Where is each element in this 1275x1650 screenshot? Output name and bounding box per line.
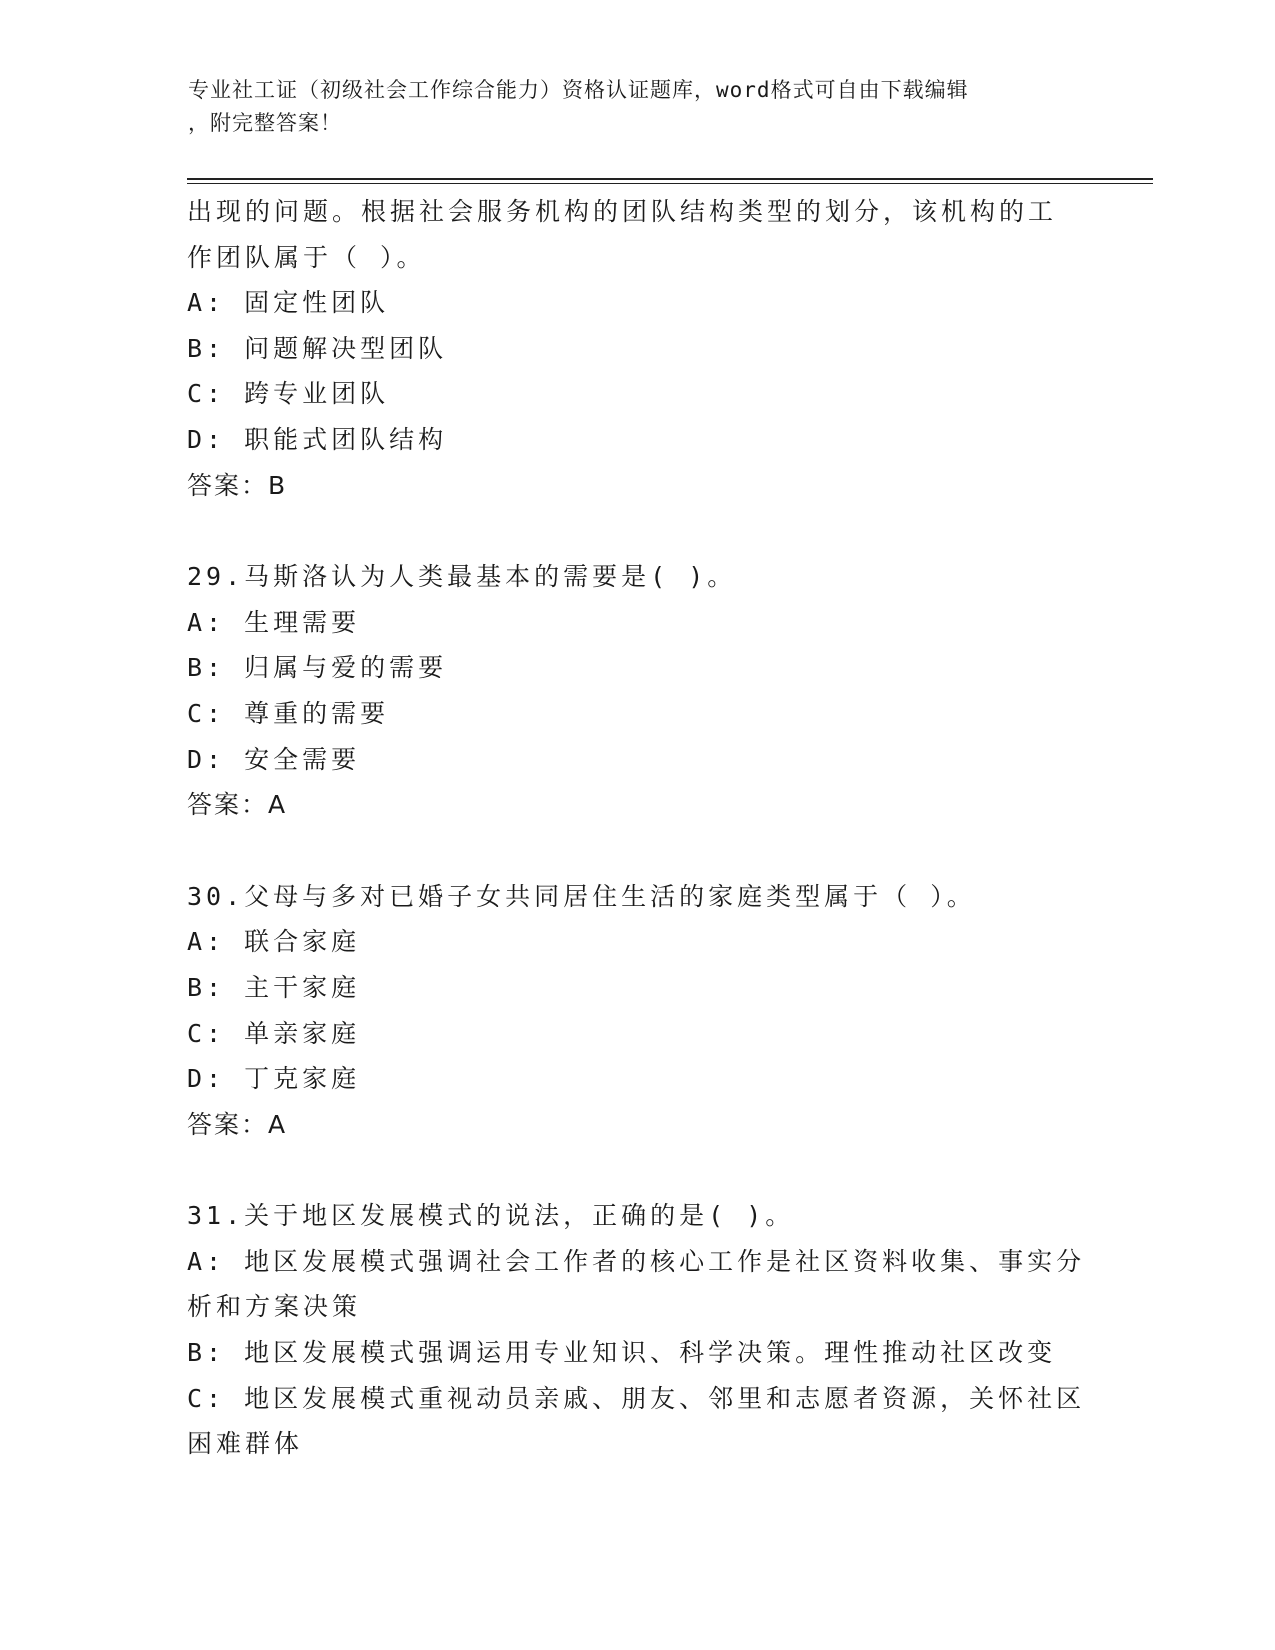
question-stem-line: 作团队属于（ ）。	[187, 242, 426, 272]
question-stem: 29.马斯洛认为人类最基本的需要是( )。	[187, 562, 737, 592]
option-a: A: 联合家庭	[187, 927, 361, 957]
question-31	[187, 1193, 1087, 1467]
question-spacer	[187, 1147, 1087, 1193]
option-a: A: 地区发展模式强调社会工作者的核心工作是社区资料收集、事实分	[187, 1246, 1086, 1276]
header-line-2: ，附完整答案！	[188, 111, 342, 135]
option-c: C: 尊重的需要	[187, 698, 390, 728]
answer-label: 答案：B	[187, 470, 288, 500]
question-stem: 30.父母与多对已婚子女共同居住生活的家庭类型属于（ ）。	[187, 881, 976, 911]
option-b: B: 归属与爱的需要	[187, 653, 448, 683]
option-c: C: 跨专业团队	[187, 379, 390, 409]
option-d: D: 安全需要	[187, 744, 361, 774]
option-b: B: 问题解决型团队	[187, 333, 448, 363]
option-c-continued: 困难群体	[187, 1429, 304, 1459]
option-d: D: 职能式团队结构	[187, 424, 448, 454]
page-header	[188, 74, 1068, 140]
header-line-1: 专业社工证（初级社会工作综合能力）资格认证题库，word格式可自由下载编辑	[188, 78, 969, 102]
option-c: C: 单亲家庭	[187, 1018, 361, 1048]
answer-label: 答案：A	[187, 790, 288, 820]
question-content	[187, 189, 1087, 1467]
option-c: C: 地区发展模式重视动员亲戚、朋友、邻里和志愿者资源，关怀社区	[187, 1383, 1086, 1413]
question-continued	[187, 189, 1087, 508]
question-spacer	[187, 828, 1087, 874]
option-d: D: 丁克家庭	[187, 1064, 361, 1094]
option-a: A: 固定性团队	[187, 288, 390, 318]
option-b: B: 地区发展模式强调运用专业知识、科学决策。理性推动社区改变	[187, 1338, 1057, 1368]
question-stem: 31.关于地区发展模式的说法，正确的是( )。	[187, 1201, 795, 1231]
question-29	[187, 554, 1087, 828]
header-rule-thin	[187, 183, 1153, 184]
question-stem-line: 出现的问题。根据社会服务机构的团队结构类型的划分，该机构的工	[187, 197, 1058, 226]
question-spacer	[187, 508, 1087, 554]
answer-label: 答案：A	[187, 1109, 288, 1139]
option-b: B: 主干家庭	[187, 972, 361, 1002]
header-rule-thick	[187, 178, 1153, 180]
option-a: A: 生理需要	[187, 607, 361, 637]
option-a-continued: 析和方案决策	[187, 1292, 362, 1322]
question-30	[187, 874, 1087, 1148]
